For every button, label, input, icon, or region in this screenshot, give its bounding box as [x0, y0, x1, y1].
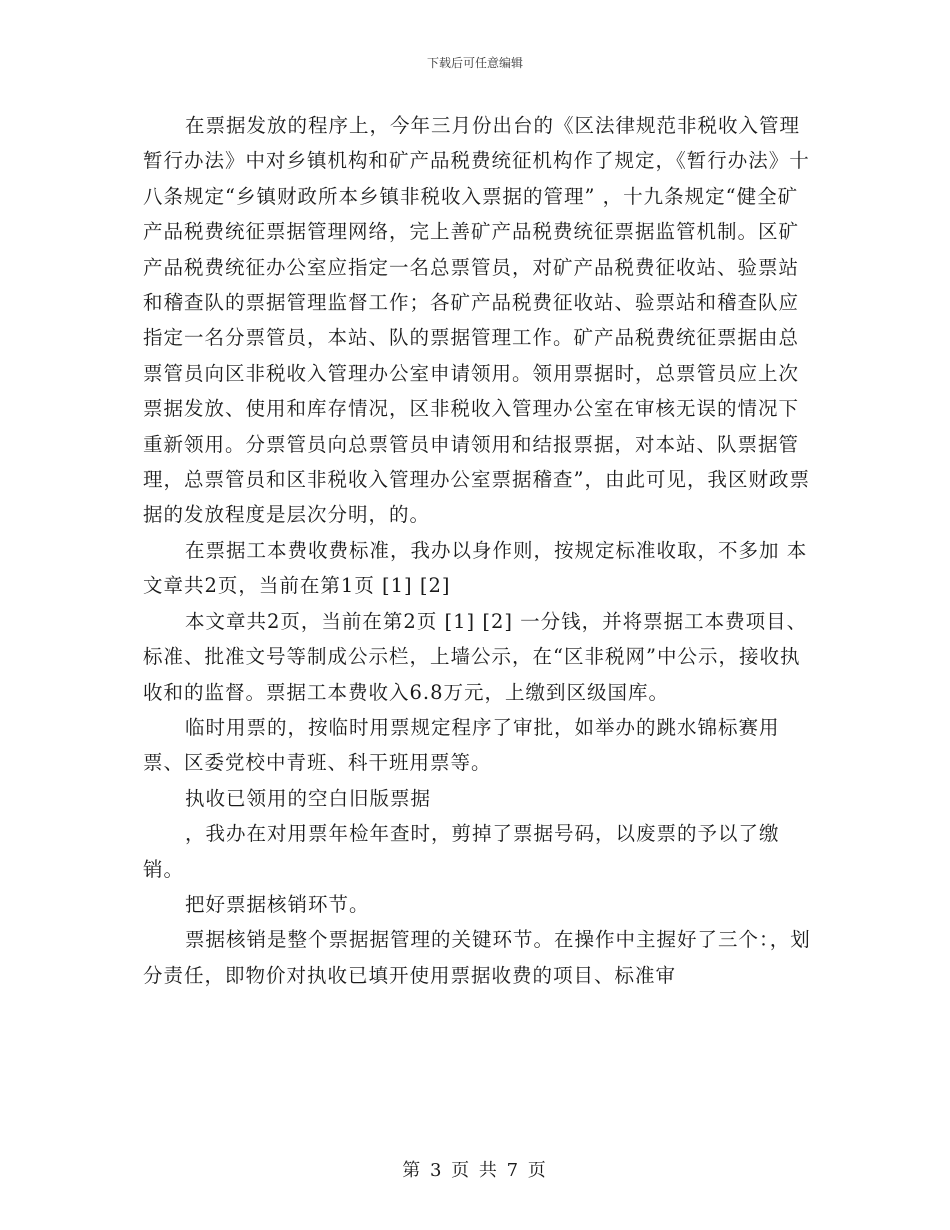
paragraph: 把好票据核销环节。 [185, 892, 370, 916]
paragraph: 票据核销是整个票据据管理的关键环节。在操作中主握好了三个：，划分责任，即物价对执收已填开使用票据收费的项目、标准审 [143, 928, 811, 987]
document-body [143, 108, 811, 993]
paragraph: 在票据工本费收费标准，我办以身作则，按规定标准收取，不多加 本文章共2页，当前在第1页 [1] [2] [143, 538, 808, 598]
paragraph: 执收已领用的空白旧版票据 [185, 786, 432, 810]
paragraph: 临时用票的，按临时用票规定程序了审批，如举办的跳水锦标赛用票、区委党校中青班、科干班用票等。 [143, 715, 780, 775]
page-header: 下载后可任意编辑 [426, 56, 523, 70]
paragraph: ，我办在对用票年检年查时，剪掉了票据号码，以废票的予以了缴销。 [143, 822, 780, 881]
page-footer: 第 3 页 共 7 页 [402, 1160, 548, 1181]
paragraph: 在票据发放的程序上，今年三月份出台的《区法律规范非税收入管理暂行办法》中对乡镇机构和矿产品税费统征机构作了规定，《暂行办法》十八条规定“乡镇财政所本乡镇非税收入票据的管理” ，十九条规定“健全矿产品税费统征票据管理网络，完上善矿产品税费统征票据监管机制。区矿产品税费统征办公室应指定一名总票管员，对矿产品税费征收站、验票站和稽查队的票据管理监督工作；各矿产品税费征收站、验票站和稽查队应指定一名分票管员，本站、队的票据管理工作。矿产品税费统征票据由总票管员向区非税收入管理办公室申请领用。领用票据时，总票管员应上次票据发放、使用和库存情况，区非税收入管理办公室在审核无误的情况下重新领用。分票管员向总票管员申请领用和结报票据，对本站、队票据管理，总票管员和区非税收入管理办公室票据稽查”，由此可见，我区财政票据的发放程度是层次分明，的。 [143, 114, 810, 527]
paragraph: 本文章共2页，当前在第2页 [1] [2] 一分钱，并将票据工本费项目、标准、批准文号等制成公示栏，上墙公示，在“区非税网”中公示，接收执收和的监督。票据工本费收入6.8万元，上缴到区级国库。 [143, 609, 808, 704]
